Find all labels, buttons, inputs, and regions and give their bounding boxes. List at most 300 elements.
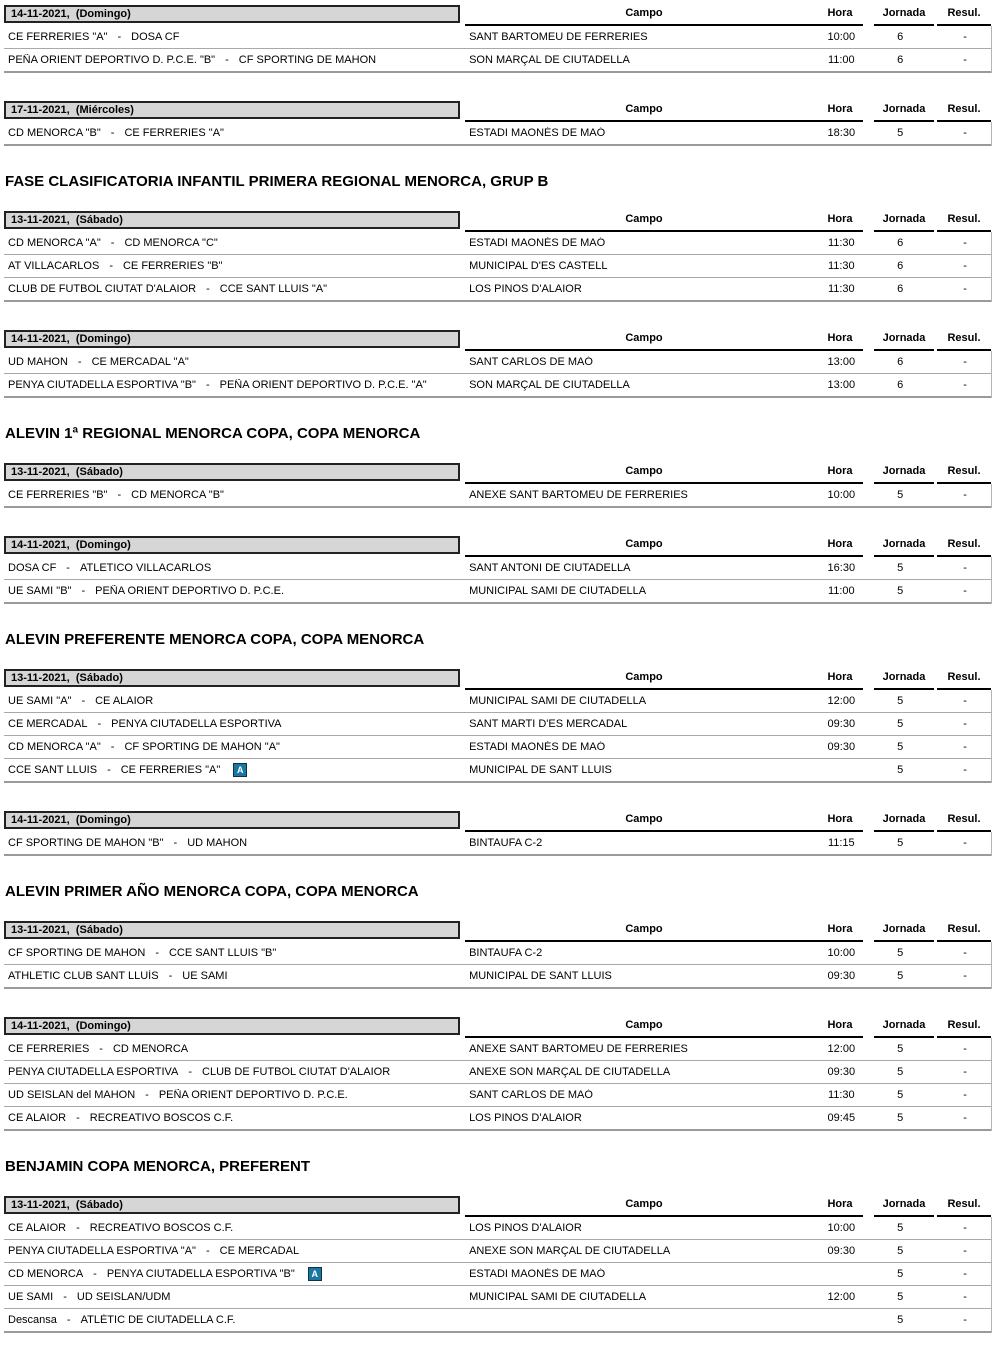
hora-cell: 09:30: [827, 740, 856, 753]
home-team: PENYA CIUTADELLA ESPORTIVA "B": [8, 378, 196, 391]
home-team: CD MENORCA "B": [8, 126, 101, 139]
match-row: [4, 1107, 991, 1131]
jornada-cell: 5: [897, 1111, 904, 1124]
column-header-hora: Hora: [817, 463, 863, 484]
teams-cell: [4, 947, 462, 960]
teams-cell: [4, 695, 462, 708]
away-team: CLUB DE FUTBOL CIUTAT D'ALAIOR: [202, 1065, 391, 1078]
rows: [4, 557, 992, 604]
hora-cell: 09:30: [827, 1065, 856, 1078]
resul-cell: -: [963, 836, 967, 849]
away-team: PEÑA ORIENT DEPORTIVO D. P.C.E.: [158, 1088, 348, 1101]
teams-cell: [4, 1245, 462, 1258]
jornada-cell: 5: [897, 584, 904, 597]
jornada-cell: 5: [897, 1088, 904, 1101]
jornada-cell: 5: [897, 488, 904, 501]
home-team: CF SPORTING DE MAHON: [8, 946, 146, 959]
team-separator: -: [205, 1244, 210, 1257]
jornada-cell: 5: [897, 717, 904, 730]
date-box: 14-11-2021, (Domingo): [4, 330, 460, 348]
fixture-group: [4, 1196, 992, 1333]
hora-cell: 10:00: [827, 1221, 856, 1234]
column-header-jornada: Jornada: [874, 5, 934, 26]
group-header: [4, 5, 992, 26]
resul-cell: -: [963, 1065, 967, 1078]
jornada-cell: 6: [897, 53, 904, 66]
home-team: DOSA CF: [8, 561, 57, 574]
team-separator: -: [93, 1267, 97, 1280]
jornada-cell: 5: [897, 740, 904, 753]
teams-cell: [4, 1112, 462, 1125]
date-box: 14-11-2021, (Domingo): [4, 5, 460, 23]
team-separator: -: [168, 969, 173, 982]
fixture-group: [4, 330, 992, 398]
home-team: CE FERRERIES "A": [8, 30, 108, 43]
jornada-cell: 6: [897, 378, 904, 391]
resul-cell: -: [963, 259, 967, 272]
date-box: 14-11-2021, (Domingo): [4, 536, 460, 554]
away-team: RECREATIVO BOSCOS C.F.: [89, 1111, 234, 1124]
rows: [4, 1217, 992, 1333]
fixture-group: [4, 5, 992, 73]
date-box: 14-11-2021, (Domingo): [4, 1017, 460, 1035]
match-row: [4, 942, 991, 965]
teams-cell: [4, 379, 462, 392]
home-team: CLUB DE FUTBOL CIUTAT D'ALAIOR: [8, 282, 197, 295]
fixture-group: [4, 101, 992, 146]
hora-cell: 09:30: [827, 969, 856, 982]
hora-cell: 10:00: [827, 30, 856, 43]
column-header-campo: Campo: [465, 669, 823, 690]
hora-cell: 12:00: [827, 1290, 856, 1303]
teams-cell: [4, 127, 462, 140]
fixture-group: [4, 811, 992, 856]
campo-cell: ESTADI MAONÉS DE MAÓ: [469, 236, 606, 249]
team-separator: -: [77, 355, 82, 368]
rows: [4, 1038, 992, 1131]
campo-cell: MUNICIPAL DE SANT LLUIS: [469, 763, 612, 776]
hora-cell: 10:00: [827, 488, 856, 501]
home-team: PEÑA ORIENT DEPORTIVO D. P.C.E. "B": [8, 53, 216, 66]
campo-cell: SON MARÇAL DE CIUTADELLA: [469, 378, 630, 391]
away-team: RECREATIVO BOSCOS C.F.: [89, 1221, 234, 1234]
hora-cell: 11:30: [827, 236, 855, 249]
column-header-hora: Hora: [817, 1196, 863, 1217]
teams-cell: [4, 356, 462, 369]
away-team: CCE SANT LLUIS "A": [219, 282, 328, 295]
away-team: PENYA CIUTADELLA ESPORTIVA "B": [106, 1267, 295, 1280]
campo-cell: ANEXE SANT BARTOMEU DE FERRERIES: [469, 1042, 688, 1055]
teams-cell: [4, 970, 462, 983]
jornada-cell: 6: [897, 236, 904, 249]
team-separator: -: [188, 1065, 193, 1078]
resul-cell: -: [963, 584, 967, 597]
rows: [4, 26, 992, 73]
campo-cell: MUNICIPAL D'ES CASTELL: [469, 259, 608, 272]
hora-cell: 18:30: [827, 126, 856, 139]
teams-cell: [4, 54, 462, 67]
date-box: 13-11-2021, (Sábado): [4, 211, 460, 229]
rows: [4, 351, 992, 398]
away-team: CD MENORCA "B": [131, 488, 224, 501]
away-team: CCE SANT LLUIS "B": [168, 946, 277, 959]
hora-cell: 09:30: [827, 1244, 856, 1257]
column-header-hora: Hora: [817, 101, 863, 122]
match-row: [4, 255, 991, 278]
section-title: BENJAMIN COPA MENORCA, PREFERENT: [5, 1158, 311, 1175]
column-header-campo: Campo: [465, 211, 823, 232]
hora-cell: 12:00: [827, 1042, 856, 1055]
away-team: CE FERRERIES "A": [124, 126, 224, 139]
column-header-resul: Resul.: [937, 811, 991, 832]
column-header-campo: Campo: [465, 811, 823, 832]
jornada-cell: 5: [897, 1290, 904, 1303]
away-team: ATLETICO VILLACARLOS: [79, 561, 212, 574]
teams-cell: [4, 741, 462, 754]
teams-cell: [4, 1314, 462, 1327]
campo-cell: SANT CARLOS DE MAÓ: [469, 1088, 593, 1101]
home-team: CE ALAIOR: [8, 1111, 67, 1124]
hora-cell: 10:00: [827, 946, 856, 959]
team-separator: -: [76, 1221, 80, 1234]
hora-cell: 12:00: [827, 694, 856, 707]
team-separator: -: [206, 282, 210, 295]
column-header-jornada: Jornada: [874, 921, 934, 942]
column-header-campo: Campo: [465, 330, 823, 351]
column-header-hora: Hora: [817, 536, 863, 557]
away-team: CD MENORCA: [112, 1042, 189, 1055]
away-team: CD MENORCA "C": [124, 236, 218, 249]
team-separator: -: [155, 946, 159, 959]
group-header: [4, 536, 992, 557]
column-header-hora: Hora: [817, 5, 863, 26]
resul-cell: -: [963, 1244, 967, 1257]
column-header-campo: Campo: [465, 1196, 823, 1217]
campo-cell: SANT CARLOS DE MAÓ: [469, 355, 593, 368]
date-box: 17-11-2021, (Miércoles): [4, 101, 460, 119]
jornada-cell: 5: [897, 1244, 904, 1257]
teams-cell: [4, 1267, 462, 1281]
match-row: [4, 1309, 991, 1333]
away-team: ATLÈTIC DE CIUTADELLA C.F.: [80, 1313, 236, 1326]
hora-cell: 11:30: [827, 282, 855, 295]
home-team: UD SEISLAN del MAHON: [8, 1088, 136, 1101]
campo-cell: ANEXE SON MARÇAL DE CIUTADELLA: [469, 1065, 671, 1078]
campo-cell: MUNICIPAL SAMI DE CIUTADELLA: [469, 694, 647, 707]
column-header-resul: Resul.: [937, 101, 991, 122]
resul-cell: -: [963, 1042, 967, 1055]
match-row: [4, 1038, 991, 1061]
home-team: CCE SANT LLUIS: [8, 763, 98, 776]
home-team: UE SAMI "B": [8, 584, 72, 597]
team-separator: -: [66, 561, 70, 574]
column-header-resul: Resul.: [937, 5, 991, 26]
resul-cell: -: [963, 1088, 967, 1101]
match-row: [4, 122, 991, 146]
match-row: [4, 1263, 991, 1286]
rows: [4, 232, 992, 302]
column-header-resul: Resul.: [937, 463, 991, 484]
match-row: [4, 1240, 991, 1263]
resul-cell: -: [963, 1111, 967, 1124]
match-row: [4, 736, 991, 759]
resul-cell: -: [963, 355, 967, 368]
group-header: [4, 211, 992, 232]
match-row: [4, 832, 991, 856]
team-separator: -: [145, 1088, 149, 1101]
match-row: [4, 690, 991, 713]
match-row: [4, 484, 991, 508]
column-header-resul: Resul.: [937, 211, 991, 232]
hora-cell: 09:45: [827, 1111, 856, 1124]
team-separator: -: [110, 126, 115, 139]
jornada-cell: 5: [897, 763, 904, 776]
away-team: CF SPORTING DE MAHON "A": [124, 740, 280, 753]
away-team: UD SEISLAN/UDM: [76, 1290, 171, 1303]
match-row: [4, 965, 991, 989]
team-separator: -: [81, 694, 86, 707]
team-separator: -: [117, 30, 122, 43]
home-team: CE FERRERIES: [8, 1042, 90, 1055]
home-team: UE SAMI: [8, 1290, 54, 1303]
resul-cell: -: [963, 717, 967, 730]
team-separator: -: [109, 259, 113, 272]
jornada-cell: 6: [897, 282, 904, 295]
resul-cell: -: [963, 378, 967, 391]
resul-cell: -: [963, 740, 967, 753]
resul-cell: -: [963, 763, 967, 776]
fixture-group: [4, 921, 992, 989]
jornada-cell: 6: [897, 355, 904, 368]
team-separator: -: [225, 53, 229, 66]
team-separator: -: [117, 488, 122, 501]
campo-cell: MUNICIPAL SAMI DE CIUTADELLA: [469, 1290, 647, 1303]
campo-cell: MUNICIPAL DE SANT LLUIS: [469, 969, 612, 982]
match-row: [4, 580, 991, 604]
campo-cell: SANT ANTONI DE CIUTADELLA: [469, 561, 631, 574]
campo-cell: BINTAUFA C-2: [469, 946, 543, 959]
away-team: CE FERRERIES "A": [120, 763, 221, 776]
match-row: [4, 49, 991, 73]
rows: [4, 942, 992, 989]
teams-cell: [4, 837, 462, 850]
team-separator: -: [81, 584, 86, 597]
team-separator: -: [110, 236, 115, 249]
column-header-jornada: Jornada: [874, 211, 934, 232]
resul-cell: -: [963, 1267, 967, 1280]
campo-cell: BINTAUFA C-2: [469, 836, 543, 849]
team-separator: -: [173, 836, 178, 849]
home-team: UE SAMI "A": [8, 694, 72, 707]
column-header-jornada: Jornada: [874, 330, 934, 351]
group-header: [4, 1196, 992, 1217]
jornada-cell: 5: [897, 694, 904, 707]
fixture-group: [4, 211, 992, 302]
hora-cell: 11:15: [827, 836, 855, 849]
group-header: [4, 811, 992, 832]
column-header-hora: Hora: [817, 921, 863, 942]
hora-cell: 16:30: [827, 561, 856, 574]
away-team: UE SAMI: [182, 969, 228, 982]
section-title: ALEVIN PRIMER AÑO MENORCA COPA, COPA MENORCA: [5, 883, 419, 900]
column-header-jornada: Jornada: [874, 669, 934, 690]
fixture-group: [4, 536, 992, 604]
home-team: CF SPORTING DE MAHON "B": [8, 836, 164, 849]
hora-cell: 13:00: [827, 355, 856, 368]
column-header-jornada: Jornada: [874, 1017, 934, 1038]
flag-a-icon: A: [233, 763, 247, 777]
home-team: PENYA CIUTADELLA ESPORTIVA "A": [8, 1244, 196, 1257]
jornada-cell: 5: [897, 946, 904, 959]
team-separator: -: [66, 1313, 71, 1326]
date-box: 13-11-2021, (Sábado): [4, 463, 460, 481]
campo-cell: LOS PINOS D'ALAIOR: [469, 282, 582, 295]
teams-cell: [4, 1291, 462, 1304]
jornada-cell: 5: [897, 969, 904, 982]
resul-cell: -: [963, 488, 967, 501]
match-row: [4, 26, 991, 49]
resul-cell: -: [963, 282, 967, 295]
resul-cell: -: [963, 1313, 967, 1326]
teams-cell: [4, 237, 462, 250]
teams-cell: [4, 31, 462, 44]
campo-cell: LOS PINOS D'ALAIOR: [469, 1111, 582, 1124]
hora-cell: 13:00: [827, 378, 856, 391]
away-team: PEÑA ORIENT DEPORTIVO D. P.C.E. "A": [219, 378, 427, 391]
team-separator: -: [99, 1042, 103, 1055]
column-header-campo: Campo: [465, 921, 823, 942]
teams-cell: [4, 489, 462, 502]
column-header-campo: Campo: [465, 5, 823, 26]
section-title: FASE CLASIFICATORIA INFANTIL PRIMERA REGIONAL MENORCA, GRUP B: [5, 173, 549, 190]
campo-cell: SANT BARTOMEU DE FERRERIES: [469, 30, 648, 43]
jornada-cell: 5: [897, 1065, 904, 1078]
away-team: PENYA CIUTADELLA ESPORTIVA: [111, 717, 282, 730]
campo-cell: MUNICIPAL SAMI DE CIUTADELLA: [469, 584, 647, 597]
section-title: ALEVIN 1ª REGIONAL MENORCA COPA, COPA MENORCA: [5, 425, 421, 442]
hora-cell: 11:00: [827, 53, 855, 66]
rows: [4, 122, 992, 146]
home-team: UD MAHON: [8, 355, 68, 368]
column-header-hora: Hora: [817, 811, 863, 832]
home-team: PENYA CIUTADELLA ESPORTIVA: [8, 1065, 179, 1078]
jornada-cell: 5: [897, 1042, 904, 1055]
match-row: [4, 374, 991, 398]
hora-cell: 11:30: [827, 259, 855, 272]
teams-cell: [4, 562, 462, 575]
jornada-cell: 5: [897, 126, 904, 139]
away-team: CE MERCADAL "A": [91, 355, 189, 368]
section-title: ALEVIN PREFERENTE MENORCA COPA, COPA MENORCA: [5, 631, 425, 648]
away-team: UD MAHON: [187, 836, 248, 849]
match-row: [4, 1217, 991, 1240]
column-header-jornada: Jornada: [874, 1196, 934, 1217]
match-row: [4, 759, 991, 783]
teams-cell: [4, 260, 462, 273]
match-row: [4, 232, 991, 255]
match-row: [4, 1061, 991, 1084]
teams-cell: [4, 1066, 462, 1079]
column-header-hora: Hora: [817, 1017, 863, 1038]
fixture-group: [4, 463, 992, 508]
column-header-hora: Hora: [817, 211, 863, 232]
resul-cell: -: [963, 946, 967, 959]
group-header: [4, 330, 992, 351]
campo-cell: ESTADI MAONÉS DE MAÓ: [469, 1267, 606, 1280]
jornada-cell: 5: [897, 836, 904, 849]
away-team: CE FERRERIES "B": [122, 259, 223, 272]
home-team: Descansa: [8, 1313, 57, 1326]
column-header-jornada: Jornada: [874, 536, 934, 557]
resul-cell: -: [963, 1221, 967, 1234]
date-box: 13-11-2021, (Sábado): [4, 669, 460, 687]
away-team: CE ALAIOR: [95, 694, 154, 707]
resul-cell: -: [963, 126, 967, 139]
home-team: AT VILLACARLOS: [8, 259, 100, 272]
campo-cell: SANT MARTI D'ES MERCADAL: [469, 717, 628, 730]
resul-cell: -: [963, 561, 967, 574]
flag-a-icon: A: [308, 1267, 322, 1281]
rows: [4, 690, 992, 783]
column-header-jornada: Jornada: [874, 463, 934, 484]
teams-cell: [4, 1089, 462, 1102]
column-header-campo: Campo: [465, 1017, 823, 1038]
rows: [4, 832, 992, 856]
date-box: 13-11-2021, (Sábado): [4, 1196, 460, 1214]
column-header-resul: Resul.: [937, 330, 991, 351]
column-header-resul: Resul.: [937, 1196, 991, 1217]
column-header-hora: Hora: [817, 330, 863, 351]
home-team: ATHLETIC CLUB SANT LLUÍS: [8, 969, 159, 982]
column-header-resul: Resul.: [937, 536, 991, 557]
home-team: CD MENORCA: [8, 1267, 84, 1280]
date-box: 13-11-2021, (Sábado): [4, 921, 460, 939]
jornada-cell: 6: [897, 259, 904, 272]
home-team: CD MENORCA "A": [8, 236, 101, 249]
teams-cell: [4, 585, 462, 598]
resul-cell: -: [963, 694, 967, 707]
team-separator: -: [63, 1290, 67, 1303]
jornada-cell: 5: [897, 1267, 904, 1280]
team-separator: -: [107, 763, 111, 776]
resul-cell: -: [963, 969, 967, 982]
home-team: CD MENORCA "A": [8, 740, 101, 753]
team-separator: -: [97, 717, 102, 730]
hora-cell: 11:00: [827, 584, 855, 597]
resul-cell: -: [963, 30, 967, 43]
group-header: [4, 921, 992, 942]
teams-cell: [4, 283, 462, 296]
hora-cell: 09:30: [827, 717, 856, 730]
away-team: CE MERCADAL: [219, 1244, 300, 1257]
fixture-group: [4, 1017, 992, 1131]
column-header-campo: Campo: [465, 463, 823, 484]
match-row: [4, 351, 991, 374]
away-team: CF SPORTING DE MAHON: [238, 53, 377, 66]
rows: [4, 484, 992, 508]
team-separator: -: [205, 378, 210, 391]
column-header-resul: Resul.: [937, 921, 991, 942]
column-header-campo: Campo: [465, 536, 823, 557]
group-header: [4, 101, 992, 122]
match-row: [4, 1084, 991, 1107]
match-row: [4, 1286, 991, 1309]
match-row: [4, 713, 991, 736]
campo-cell: ANEXE SON MARÇAL DE CIUTADELLA: [469, 1244, 671, 1257]
campo-cell: SON MARÇAL DE CIUTADELLA: [469, 53, 630, 66]
home-team: CE ALAIOR: [8, 1221, 67, 1234]
group-header: [4, 669, 992, 690]
